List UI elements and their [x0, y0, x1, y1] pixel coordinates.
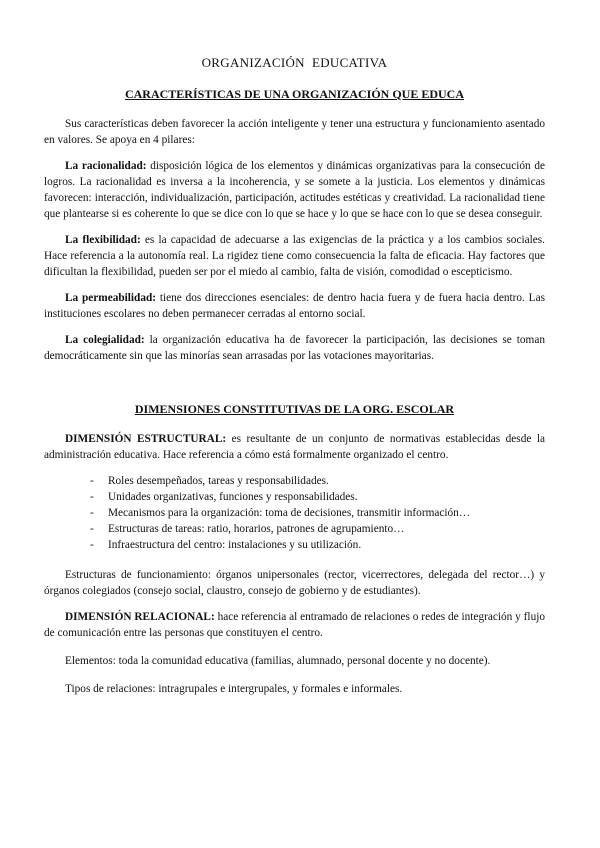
bullet-dash: - [90, 491, 94, 503]
section2-heading: DIMENSIONES CONSTITUTIVAS DE LA ORG. ESCOLAR [134, 402, 455, 416]
pillar-flexibilidad [44, 232, 545, 280]
dimension-term: DIMENSIÓN ESTRUCTURAL: [65, 433, 227, 445]
pillar-term: La flexibilidad: [65, 234, 141, 246]
list-item-text: Roles desempeñados, tareas y responsabilidades. [108, 475, 329, 487]
list-item-text: Unidades organizativas, funciones y responsabilidades. [108, 491, 358, 503]
list-item [90, 537, 545, 553]
section1-intro: Sus características deben favorecer la acción inteligente y tener una estructura y funcionamiento asentado en valores. Se apoya en 4 pilares: [44, 118, 545, 146]
bullet-dash: - [90, 539, 94, 551]
pillar-text: tiene dos direcciones esenciales: de dentro hacia fuera y de fuera hacia dentro. Las instituciones escolares no deben permanecer cerradas al entorno social. [44, 292, 545, 320]
relation-types-paragraph: Tipos de relaciones: intragrupales e intergrupales, y formales e informales. [65, 683, 403, 695]
list-item [90, 489, 545, 505]
pillar-term: La permeabilidad: [65, 292, 157, 304]
structural-list [44, 473, 545, 553]
pillar-text: disposición lógica de los elementos y dinámicas organizativas para la consecución de logros. La racionalidad es inversa a la incoherencia, y se somete a la justicia. Los elementos y dinámicas favorecen: interacción, individualización, participación, actitudes estéticas y creatividad. La racionalidad tiene que plantearse si es coherente lo que se dice con lo que se hace y lo que se hace con lo que se desea conseguir. [44, 160, 545, 220]
pillar-term: La racionalidad: [65, 160, 147, 172]
list-item-text: Infraestructura del centro: instalaciones y su utilización. [108, 539, 362, 551]
dimension-relational [44, 609, 545, 641]
list-item [90, 521, 545, 537]
bullet-dash: - [90, 523, 94, 535]
dimension-structural [44, 431, 545, 463]
structures-paragraph: Estructuras de funcionamiento: órganos unipersonales (rector, vicerrectores, delegada del rector…) y órganos colegiados (consejo social, claustro, consejo de gobierno y de estudiantes). [44, 569, 545, 597]
pillar-permeabilidad [44, 290, 545, 322]
pillar-text: la organización educativa ha de favorecer la participación, las decisiones se toman democráticamente sin que las minorías sean arrasadas por las votaciones mayoritarias. [44, 334, 545, 362]
elements-paragraph: Elementos: toda la comunidad educativa (familias, alumnado, personal docente y no docente). [65, 655, 491, 667]
document-title [44, 0, 545, 71]
dimension-text: es resultante de un conjunto de normativas establecidas desde la administración educativa. Hace referencia a cómo está formalmente organizado el centro. [44, 433, 545, 461]
list-item-text: Estructuras de tareas: ratio, horarios, patrones de agrupamiento… [108, 523, 405, 535]
document-title-text: ORGANIZACIÓN EDUCATIVA [201, 55, 388, 70]
list-item [90, 505, 545, 521]
pillar-colegialidad [44, 332, 545, 364]
pillar-term: La colegialidad: [65, 334, 145, 346]
pillar-racionalidad [44, 158, 545, 222]
list-item-text: Mecanismos para la organización: toma de decisiones, transmitir información… [108, 507, 471, 519]
dimension-text: hace referencia al entramado de relaciones o redes de integración y flujo de comunicación entre las personas que constituyen el centro. [44, 611, 546, 639]
bullet-dash: - [90, 475, 94, 487]
list-item [90, 473, 545, 489]
pillar-text: es la capacidad de adecuarse a las exigencias de la práctica y a los cambios sociales. Hace referencia a la autonomía real. La rigidez tiene como consecuencia la falta de eficacia. Hay factores que dificultan la flexibilidad, pueden ser por el miedo al cambio, falta de visión, comodidad o escepticismo. [44, 234, 545, 278]
dimension-term: DIMENSIÓN RELACIONAL: [65, 611, 215, 623]
bullet-dash: - [90, 507, 94, 519]
section1-heading: CARACTERÍSTICAS DE UNA ORGANIZACIÓN QUE EDUCA [124, 87, 465, 101]
